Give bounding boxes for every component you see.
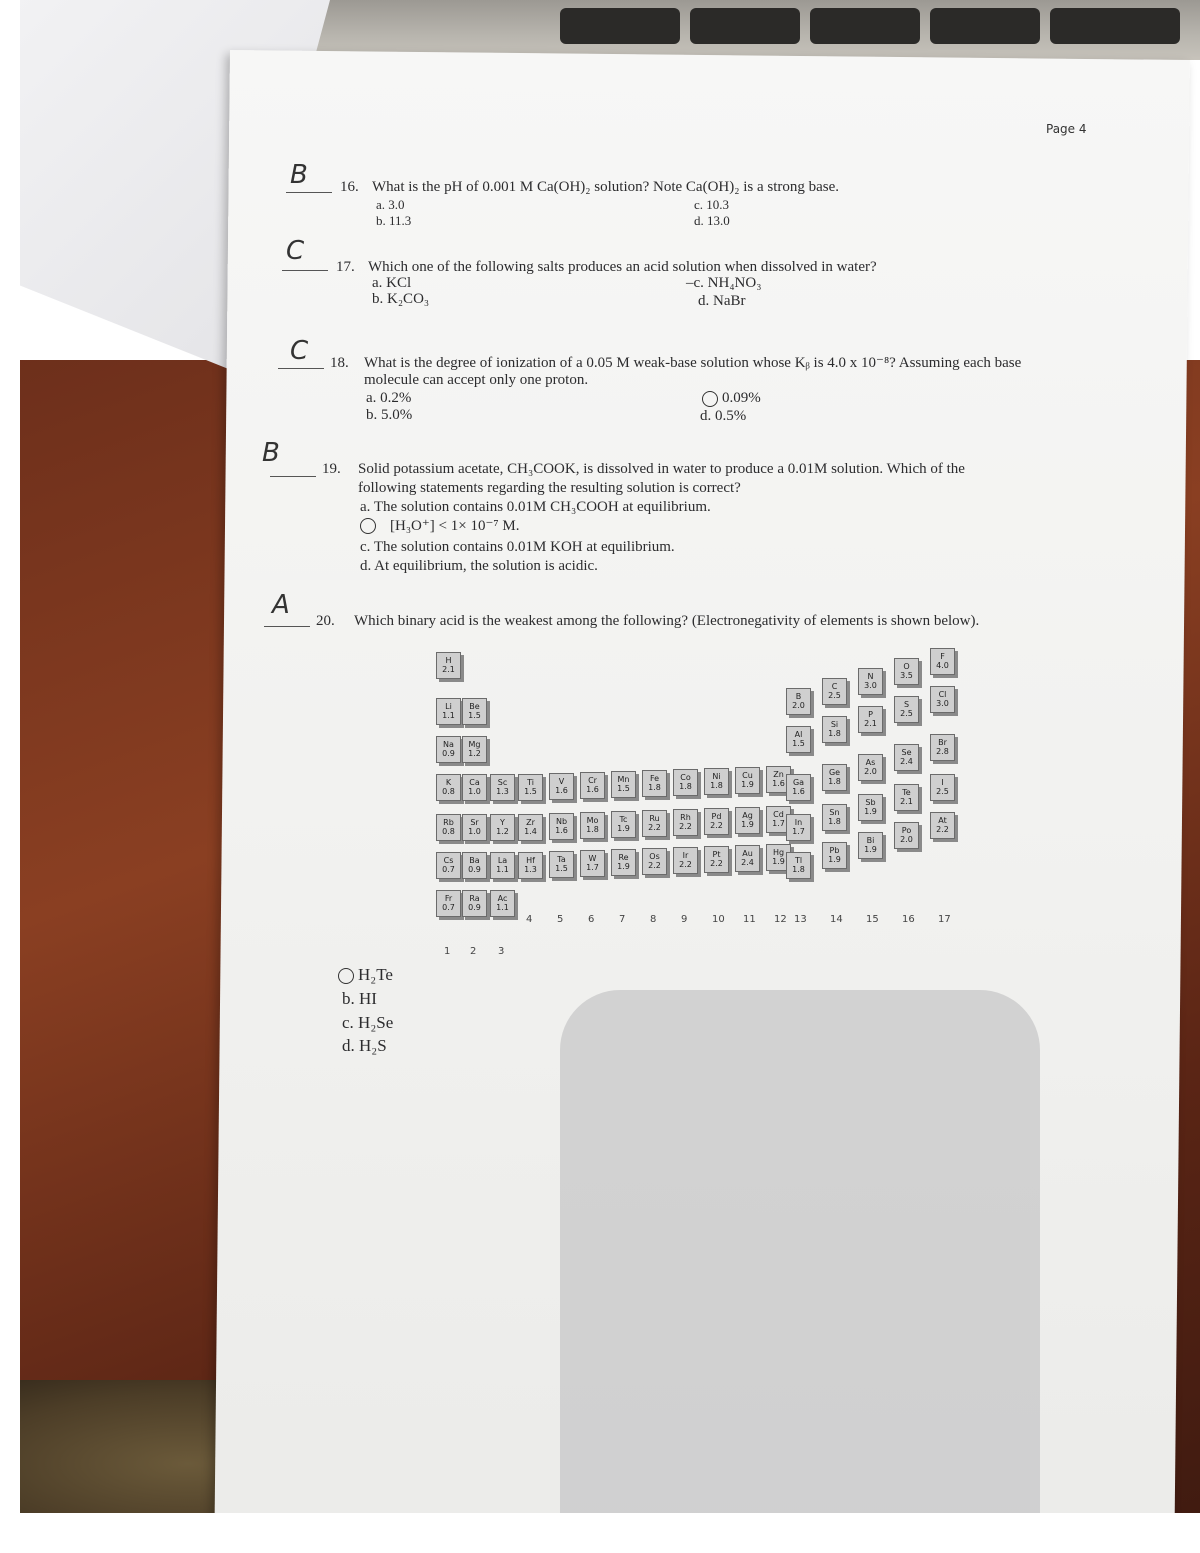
element-cell	[858, 754, 883, 781]
element-cell	[858, 794, 883, 821]
element-cell	[822, 678, 847, 705]
group-number-label: 11	[743, 914, 756, 925]
handwritten-answer-20: A	[272, 590, 290, 620]
electronegativity-value: 3.0	[936, 699, 949, 708]
answer-line	[286, 192, 332, 193]
element-cell	[462, 736, 487, 763]
group-number-label: 15	[866, 914, 879, 925]
element-cell	[930, 774, 955, 801]
element-cell	[490, 774, 515, 801]
element-symbol: Ir	[682, 851, 689, 860]
electronegativity-value: 0.8	[442, 787, 455, 796]
element-symbol: Pt	[712, 850, 721, 859]
electronegativity-value: 1.8	[586, 825, 599, 834]
electronegativity-value: 1.1	[496, 903, 509, 912]
electronegativity-value: 0.9	[468, 903, 481, 912]
element-symbol: N	[867, 672, 874, 681]
element-symbol: Mn	[617, 775, 630, 784]
electronegativity-value: 1.5	[792, 739, 805, 748]
element-cell	[704, 846, 729, 873]
option-17d: d. NaBr	[698, 293, 746, 309]
electronegativity-value: 1.0	[468, 827, 481, 836]
element-cell	[642, 848, 667, 875]
element-symbol: I	[941, 778, 944, 787]
element-symbol: B	[795, 692, 802, 701]
electronegativity-value: 1.9	[864, 845, 877, 854]
element-symbol: Tl	[794, 856, 803, 865]
electronegativity-value: 3.0	[864, 681, 877, 690]
electronegativity-value: 1.8	[792, 865, 805, 874]
element-symbol: P	[868, 710, 873, 719]
element-symbol: As	[865, 758, 876, 767]
option-20a: H₂Te	[358, 965, 393, 984]
element-cell	[436, 814, 461, 841]
group-number-label: 7	[619, 914, 626, 925]
electronegativity-value: 1.1	[496, 865, 509, 874]
element-symbol: C	[831, 682, 838, 691]
element-symbol: Si	[830, 720, 839, 729]
element-cell	[580, 850, 605, 877]
page-number: Page 4	[1046, 122, 1087, 136]
option-20d: d. H₂S	[342, 1036, 387, 1055]
scan-margin-bottom	[0, 1513, 1200, 1553]
selected-answer-circle	[360, 518, 376, 534]
element-symbol: S	[903, 700, 910, 709]
element-symbol: Y	[500, 818, 505, 827]
option-19c: c. The solution contains 0.01M KOH at equilibrium.	[360, 539, 675, 555]
element-symbol: Br	[938, 738, 947, 747]
electronegativity-value: 1.5	[524, 787, 537, 796]
electronegativity-value: 1.2	[496, 827, 509, 836]
element-symbol: Po	[901, 826, 912, 835]
element-cell	[894, 696, 919, 723]
option-16d: d. 13.0	[694, 213, 730, 228]
element-cell	[894, 784, 919, 811]
electronegativity-value: 1.7	[792, 827, 805, 836]
element-symbol: Hf	[526, 856, 535, 865]
question-19-text-cont: following statements regarding the resulting solution is correct?	[358, 480, 741, 496]
element-symbol: Sr	[470, 818, 479, 827]
group-number-label: 4	[526, 914, 533, 925]
handwritten-answer-17: C	[286, 236, 305, 266]
element-cell	[822, 764, 847, 791]
electronegativity-value: 1.8	[828, 777, 841, 786]
element-symbol: Sn	[829, 808, 840, 817]
electronegativity-value: 2.1	[900, 797, 913, 806]
question-20-text: Which binary acid is the weakest among the following? (Electronegativity of elements is shown below).	[354, 613, 980, 629]
option-17a: a. KCl	[372, 275, 412, 291]
electronegativity-value: 1.0	[468, 787, 481, 796]
element-cell	[930, 812, 955, 839]
electronegativity-value: 1.6	[586, 785, 599, 794]
electronegativity-value: 2.2	[710, 821, 723, 830]
element-symbol: Be	[469, 702, 480, 711]
element-cell	[786, 852, 811, 879]
option-18b: b. 5.0%	[366, 407, 413, 423]
option-16a: a. 3.0	[376, 197, 405, 212]
electronegativity-value: 1.1	[442, 711, 455, 720]
group-number-label: 9	[681, 914, 688, 925]
answer-line	[278, 368, 324, 369]
electronegativity-value: 1.9	[617, 862, 630, 871]
element-symbol: La	[497, 856, 508, 865]
element-symbol: Ge	[828, 768, 841, 777]
element-symbol: Rb	[443, 818, 454, 827]
keyboard-key	[560, 8, 680, 44]
option-20b: b. HI	[342, 989, 377, 1008]
electronegativity-value: 2.2	[648, 823, 661, 832]
electronegativity-value: 0.9	[468, 865, 481, 874]
element-symbol: Ru	[649, 814, 660, 823]
element-symbol: Hg	[772, 848, 785, 857]
electronegativity-value: 1.9	[741, 820, 754, 829]
electronegativity-value: 1.7	[586, 863, 599, 872]
element-symbol: K	[445, 778, 452, 787]
electronegativity-value: 1.8	[679, 782, 692, 791]
element-cell	[930, 734, 955, 761]
element-symbol: Li	[445, 702, 452, 711]
group-number-label: 16	[902, 914, 915, 925]
electronegativity-value: 2.0	[864, 767, 877, 776]
element-symbol: Se	[901, 748, 912, 757]
element-symbol: Mg	[468, 740, 481, 749]
electronegativity-value: 2.2	[679, 822, 692, 831]
element-cell	[490, 852, 515, 879]
electronegativity-value: 2.2	[710, 859, 723, 868]
question-number-18: 18.	[330, 355, 349, 371]
element-symbol: Te	[902, 788, 911, 797]
electronegativity-value: 1.8	[828, 817, 841, 826]
element-cell	[735, 807, 760, 834]
element-cell	[518, 814, 543, 841]
electronegativity-value: 2.2	[679, 860, 692, 869]
group-number-label: 12	[774, 914, 787, 925]
element-symbol: Ga	[792, 778, 805, 787]
element-symbol: Ba	[469, 856, 480, 865]
element-symbol: Ti	[527, 778, 534, 787]
element-symbol: Cu	[742, 771, 753, 780]
electronegativity-value: 3.5	[900, 671, 913, 680]
element-cell	[518, 774, 543, 801]
element-symbol: Cd	[773, 810, 784, 819]
electronegativity-value: 2.1	[442, 665, 455, 674]
selected-answer-circle	[702, 391, 718, 407]
electronegativity-value: 1.5	[468, 711, 481, 720]
option-19b: [H₃O⁺] < 1× 10⁻⁷ M.	[390, 518, 520, 534]
element-symbol: Fr	[444, 894, 453, 903]
element-symbol: Ra	[469, 894, 480, 903]
electronegativity-value: 1.2	[468, 749, 481, 758]
element-cell	[822, 716, 847, 743]
element-cell	[462, 852, 487, 879]
element-symbol: O	[903, 662, 910, 671]
element-cell	[704, 808, 729, 835]
element-cell	[786, 688, 811, 715]
element-cell	[642, 770, 667, 797]
element-symbol: Fe	[649, 774, 660, 783]
electronegativity-value: 1.3	[524, 865, 537, 874]
answer-line	[270, 476, 316, 477]
element-cell	[436, 698, 461, 725]
element-symbol: Re	[618, 853, 629, 862]
group-number-label: 2	[470, 946, 477, 957]
element-cell	[894, 744, 919, 771]
element-symbol: Zn	[773, 770, 784, 779]
element-symbol: Sc	[497, 778, 508, 787]
electronegativity-value: 4.0	[936, 661, 949, 670]
electronegativity-value: 0.7	[442, 903, 455, 912]
scan-margin	[0, 0, 20, 1553]
electronegativity-value: 2.5	[936, 787, 949, 796]
element-cell	[858, 668, 883, 695]
group-number-label: 6	[588, 914, 595, 925]
electronegativity-value: 2.8	[936, 747, 949, 756]
question-17-text: Which one of the following salts produces an acid solution when dissolved in water?	[368, 259, 877, 275]
question-18-text-cont: molecule can accept only one proton.	[364, 372, 589, 388]
element-cell	[786, 726, 811, 753]
electronegativity-value: 1.6	[555, 786, 568, 795]
electronegativity-value: 0.9	[442, 749, 455, 758]
option-19d: d. At equilibrium, the solution is acidic.	[360, 558, 598, 574]
element-cell	[642, 810, 667, 837]
electronegativity-value: 1.6	[792, 787, 805, 796]
element-symbol: Nb	[555, 817, 568, 826]
element-cell	[490, 814, 515, 841]
element-cell	[436, 736, 461, 763]
question-number-16: 16.	[340, 179, 359, 195]
group-number-label: 10	[712, 914, 725, 925]
element-cell	[673, 769, 698, 796]
option-18d: d. 0.5%	[700, 408, 747, 424]
electronegativity-value: 0.7	[442, 865, 455, 874]
question-number-20: 20.	[316, 613, 335, 629]
question-16-text: What is the pH of 0.001 M Ca(OH)₂ solution? Note Ca(OH)₂ is a strong base.	[372, 179, 840, 195]
answer-line	[282, 270, 328, 271]
electronegativity-value: 1.6	[555, 826, 568, 835]
element-cell	[930, 686, 955, 713]
element-symbol: Pb	[829, 846, 840, 855]
electronegativity-value: 1.9	[772, 857, 785, 866]
element-symbol: Pd	[711, 812, 722, 821]
element-cell	[822, 804, 847, 831]
option-20c: c. H₂Se	[342, 1013, 394, 1032]
electronegativity-value: 1.7	[772, 819, 785, 828]
element-symbol: Au	[742, 849, 753, 858]
element-symbol: Co	[680, 773, 691, 782]
electronegativity-value: 2.5	[900, 709, 913, 718]
electronegativity-value: 0.8	[442, 827, 455, 836]
electronegativity-value: 1.9	[617, 824, 630, 833]
element-symbol: Cr	[588, 776, 597, 785]
element-cell	[462, 814, 487, 841]
element-symbol: Rh	[680, 813, 691, 822]
option-17b: b. K₂CO₃	[372, 291, 430, 307]
element-cell	[436, 774, 461, 801]
option-18a: a. 0.2%	[366, 390, 412, 406]
element-symbol: Ca	[469, 778, 480, 787]
element-symbol: Tc	[619, 815, 628, 824]
electronegativity-value: 2.2	[936, 825, 949, 834]
selected-answer-circle	[338, 968, 354, 984]
element-cell	[611, 771, 636, 798]
electronegativity-value: 1.8	[710, 781, 723, 790]
electronegativity-value: 2.1	[864, 719, 877, 728]
group-number-label: 8	[650, 914, 657, 925]
question-number-19: 19.	[322, 461, 341, 477]
element-cell	[930, 648, 955, 675]
electronegativity-value: 1.6	[772, 779, 785, 788]
element-symbol: Ac	[497, 894, 508, 903]
group-number-label: 1	[444, 946, 451, 957]
element-cell	[735, 767, 760, 794]
electronegativity-value: 1.8	[648, 783, 661, 792]
electronegativity-value: 2.0	[792, 701, 805, 710]
electronegativity-value: 1.5	[555, 864, 568, 873]
electronegativity-value: 2.4	[741, 858, 754, 867]
element-symbol: W	[588, 854, 597, 863]
element-symbol: Cl	[938, 690, 947, 699]
electronegativity-value: 1.8	[828, 729, 841, 738]
element-symbol: H	[445, 656, 452, 665]
group-number-label: 17	[938, 914, 951, 925]
handwritten-answer-16: B	[290, 160, 308, 190]
element-symbol: Ag	[742, 811, 753, 820]
element-cell	[490, 890, 515, 917]
handwritten-answer-18: C	[290, 336, 309, 366]
element-symbol: Ta	[557, 855, 566, 864]
phone-shadow	[560, 990, 1040, 1550]
element-cell	[549, 773, 574, 800]
element-symbol: In	[794, 818, 803, 827]
element-symbol: At	[938, 816, 947, 825]
electronegativity-value: 1.3	[496, 787, 509, 796]
electronegativity-value: 1.5	[617, 784, 630, 793]
element-cell	[549, 851, 574, 878]
electronegativity-value: 2.0	[900, 835, 913, 844]
answer-line	[264, 626, 310, 627]
element-cell	[735, 845, 760, 872]
element-cell	[786, 814, 811, 841]
element-symbol: Na	[443, 740, 454, 749]
element-symbol: F	[940, 652, 945, 661]
electronegativity-value: 1.9	[864, 807, 877, 816]
element-symbol: V	[558, 777, 565, 786]
handwritten-answer-19: B	[262, 438, 280, 468]
element-cell	[462, 890, 487, 917]
option-17c: –c. NH₄NO₃	[686, 275, 762, 291]
keyboard-key	[1050, 8, 1180, 44]
element-symbol: Bi	[866, 836, 875, 845]
option-19a: a. The solution contains 0.01M CH₃COOH at equilibrium.	[360, 499, 711, 515]
group-number-label: 3	[498, 946, 505, 957]
keyboard-key	[810, 8, 920, 44]
element-cell	[462, 774, 487, 801]
electronegativity-value: 1.9	[741, 780, 754, 789]
element-cell	[673, 847, 698, 874]
element-cell	[518, 852, 543, 879]
keyboard-key	[930, 8, 1040, 44]
element-cell	[436, 652, 461, 679]
element-cell	[611, 849, 636, 876]
element-symbol: Os	[649, 852, 660, 861]
question-number-17: 17.	[336, 259, 355, 275]
element-cell	[894, 822, 919, 849]
electronegativity-value: 2.4	[900, 757, 913, 766]
electronegativity-value: 2.5	[828, 691, 841, 700]
option-16c: c. 10.3	[694, 197, 730, 212]
group-number-label: 14	[830, 914, 843, 925]
element-cell	[549, 813, 574, 840]
element-cell	[858, 832, 883, 859]
element-cell	[436, 890, 461, 917]
element-symbol: Ni	[712, 772, 721, 781]
element-cell	[673, 809, 698, 836]
element-cell	[580, 812, 605, 839]
keyboard-key	[690, 8, 800, 44]
option-18c: 0.09%	[722, 390, 761, 406]
element-symbol: Cs	[443, 856, 454, 865]
electronegativity-value: 1.4	[524, 827, 537, 836]
element-cell	[611, 811, 636, 838]
question-18-text: What is the degree of ionization of a 0.05 M weak-base solution whose Kᵦ is 4.0 x 10⁻⁸? Assuming each base	[364, 355, 1022, 371]
element-cell	[462, 698, 487, 725]
group-number-label: 13	[794, 914, 807, 925]
element-cell	[858, 706, 883, 733]
option-16b: b. 11.3	[376, 213, 412, 228]
element-cell	[822, 842, 847, 869]
electronegativity-value: 1.9	[828, 855, 841, 864]
element-symbol: Mo	[586, 816, 599, 825]
element-symbol: Al	[794, 730, 803, 739]
question-19-text: Solid potassium acetate, CH₃COOK, is dissolved in water to produce a 0.01M solution. Which of the	[358, 461, 965, 477]
element-cell	[436, 852, 461, 879]
element-cell	[786, 774, 811, 801]
element-cell	[704, 768, 729, 795]
electronegativity-value: 2.2	[648, 861, 661, 870]
element-cell	[580, 772, 605, 799]
element-symbol: Zr	[526, 818, 535, 827]
element-cell	[894, 658, 919, 685]
periodic-table-electronegativity	[436, 640, 976, 970]
element-symbol: Sb	[865, 798, 876, 807]
group-number-label: 5	[557, 914, 564, 925]
